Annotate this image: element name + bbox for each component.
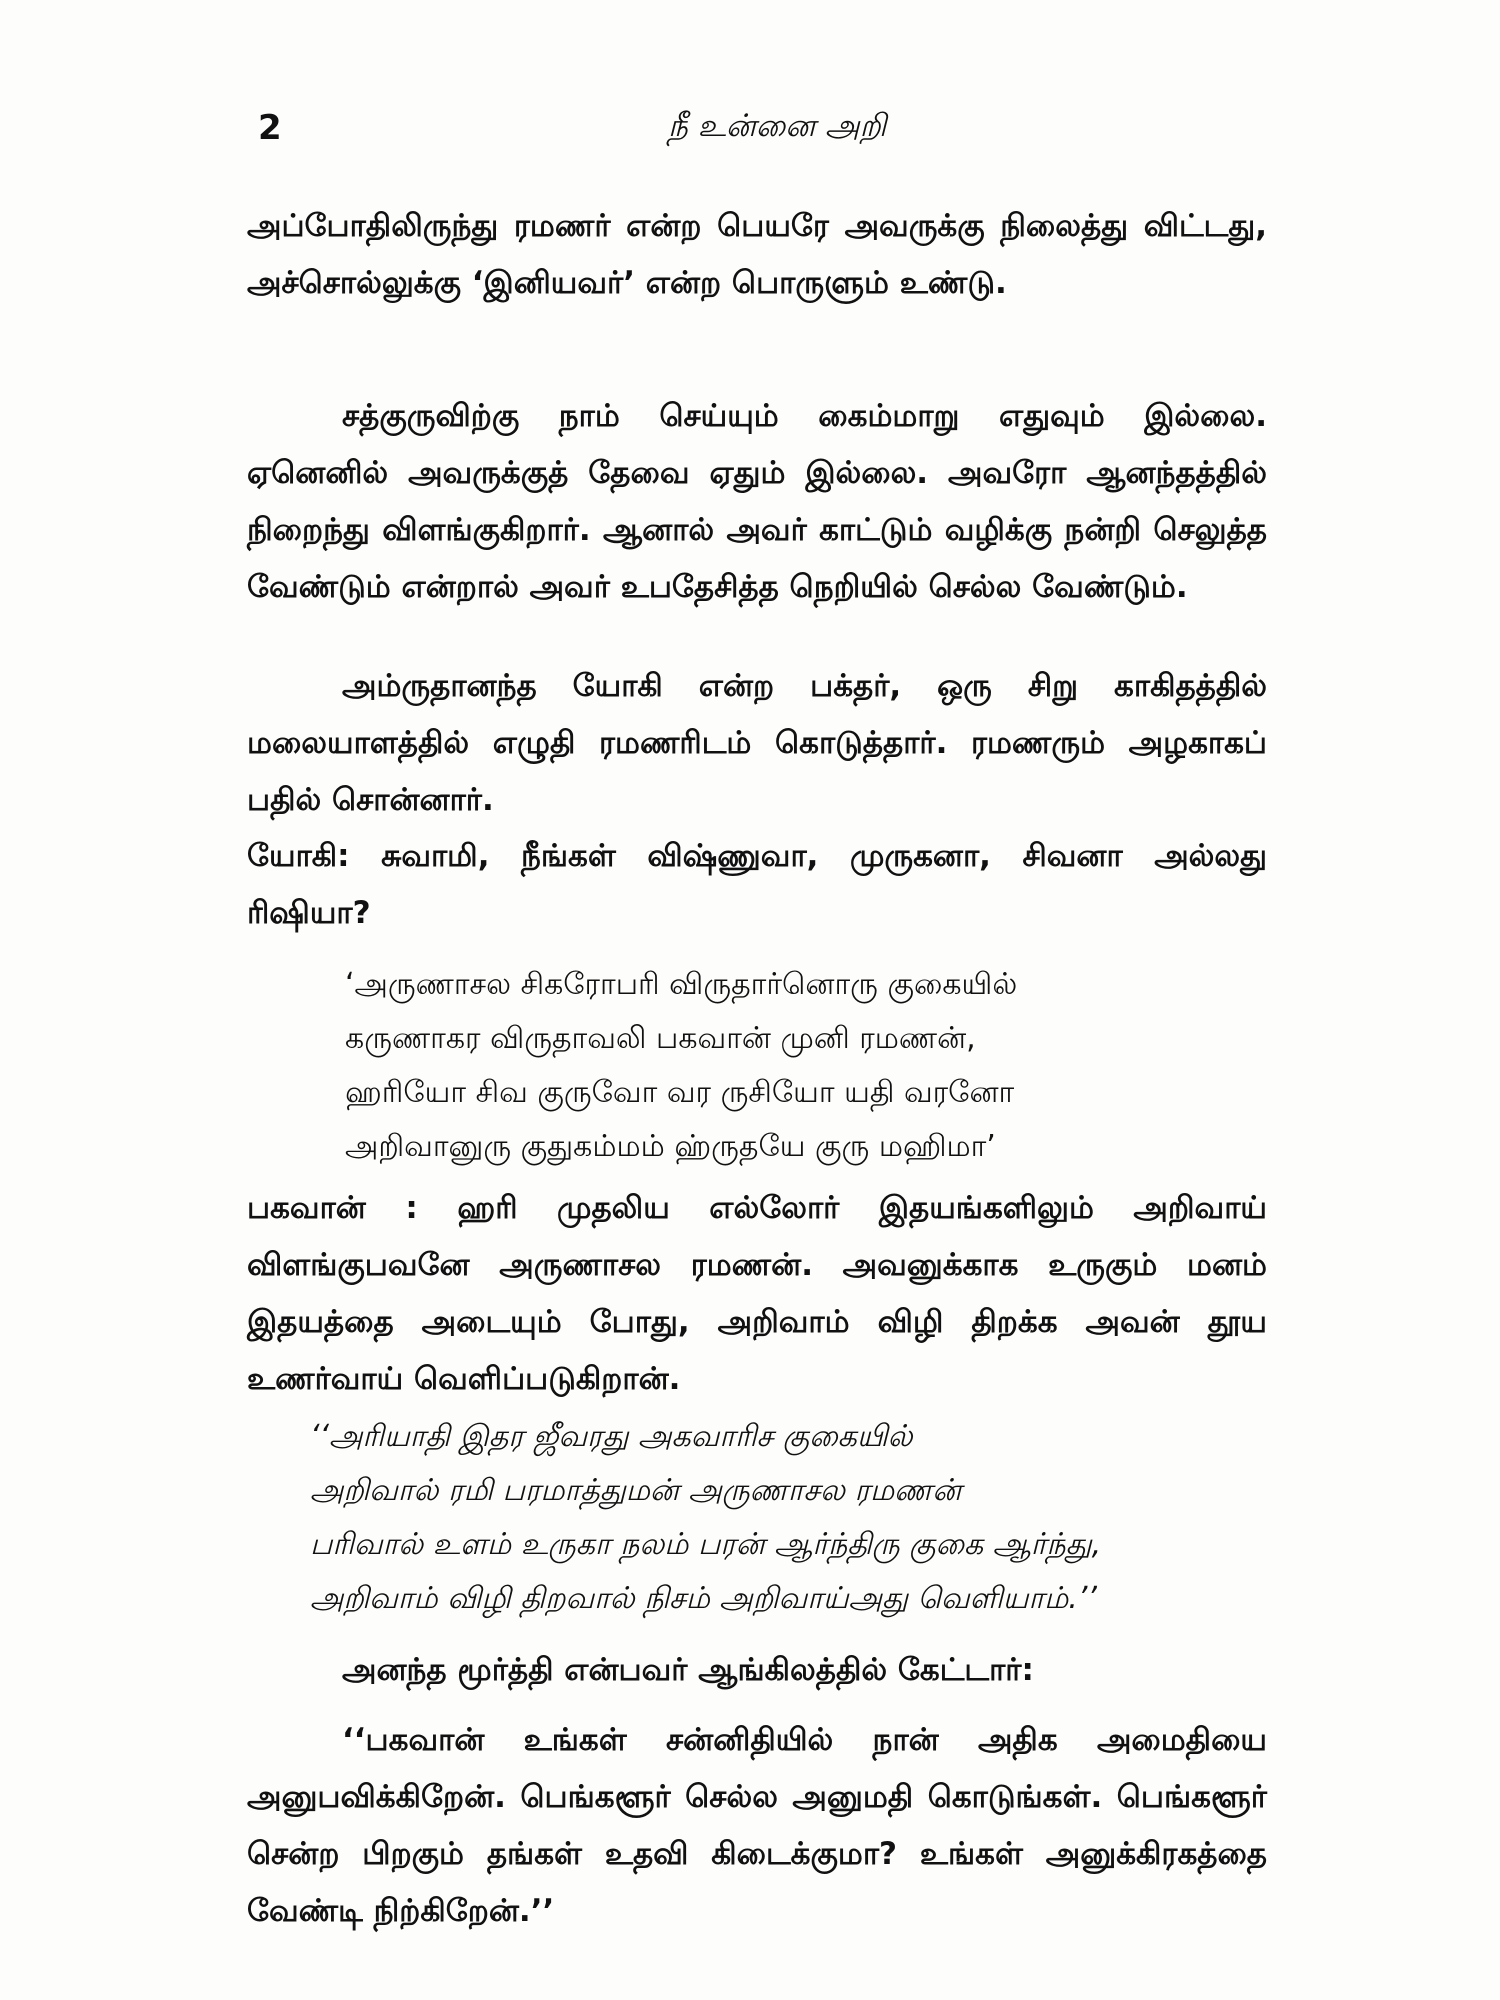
verse-line: ஹரியோ சிவ குருவோ வர ருசியோ யதி வரனோ	[345, 1075, 1015, 1110]
verse-line: அறிவால் ரமி பரமாத்துமன் அருணாசல ரமணன்	[310, 1473, 962, 1508]
paragraph-text: அனந்த மூர்த்தி என்பவர் ஆங்கிலத்தில் கேட்டார்:	[342, 1652, 1034, 1688]
page-number: 2	[258, 108, 282, 148]
paragraph-3	[247, 658, 1267, 829]
paragraph-yogi-question	[247, 828, 1267, 942]
paragraph-text: அம்ருதானந்த யோகி என்ற பக்தர், ஒரு சிறு காகிதத்தில் மலையாளத்தில் எழுதி ரமணரிடம் கொடுத்தார். ரமணரும் அழகாகப் பதில் சொன்னார்.	[247, 668, 1267, 818]
verse-line: கருணாகர விருதாவலி பகவான் முனி ரமணன்,	[345, 1021, 976, 1056]
paragraph-1	[247, 198, 1267, 312]
paragraph-text: யோகி: சுவாமி, நீங்கள் விஷ்ணுவா, முருகனா, சிவனா அல்லது ரிஷியா?	[247, 838, 1267, 931]
paragraph-text: சத்குருவிற்கு நாம் செய்யும் கைம்மாறு எதுவும் இல்லை. ஏனெனில் அவருக்குத் தேவை ஏதும் இல்லை. அவரோ ஆனந்தத்தில் நிறைந்து விளங்குகிறார். ஆனால் அவர் காட்டும் வழிக்கு நன்றி செலுத்த வேண்டும் என்றால் அவர் உபதேசித்த நெறியில் செல்ல வேண்டும்.	[247, 398, 1267, 605]
paragraph-bhagavan-answer	[247, 1180, 1267, 1408]
paragraph-text: அப்போதிலிருந்து ரமணர் என்ற பெயரே அவருக்கு நிலைத்து விட்டது, அச்சொல்லுக்கு ‘இனியவர்’ என்ற பொருளும் உண்டு.	[247, 208, 1267, 301]
verse-line: பரிவால் உளம் உருகா நலம் பரன் ஆர்ந்திரு குகை ஆர்ந்து,	[310, 1527, 1102, 1562]
verse-line: ‘‘அரியாதி இதர ஜீவரது அகவாரிச குகையில்	[310, 1419, 913, 1454]
paragraph-text: ‘‘பகவான் உங்கள் சன்னிதியில் நான் அதிக அமைதியை அனுபவிக்கிறேன். பெங்களூர் செல்ல அனுமதி கொடுங்கள். பெங்களூர் சென்ற பிறகும் தங்கள் உதவி கிடைக்குமா? உங்கள் அனுக்கிரகத்தை வேண்டி நிற்கிறேன்.’’	[247, 1722, 1267, 1929]
paragraph-6	[247, 1642, 1267, 1699]
verse-1	[345, 958, 1017, 1174]
verse-line: அறிவானுரு குதுகம்மம் ஹ்ருதயே குரு மஹிமா’	[345, 1129, 996, 1164]
verse-2	[310, 1410, 1101, 1626]
verse-line: அறிவாம் விழி திறவால் நிசம் அறிவாய்அது வெளியாம்.’’	[310, 1581, 1097, 1616]
verse-line: ‘அருணாசல சிகரோபரி விருதார்னொரு குகையில்	[345, 967, 1018, 1002]
paragraph-text: பகவான் : ஹரி முதலிய எல்லோர் இதயங்களிலும் அறிவாய் விளங்குபவனே அருணாசல ரமணன். அவனுக்காக உருகும் மனம் இதயத்தை அடையும் போது, அறிவாம் விழி திறக்க அவன் தூய உணர்வாய் வெளிப்படுகிறான்.	[247, 1190, 1267, 1397]
page-header	[258, 108, 1248, 158]
paragraph-7	[247, 1712, 1267, 1940]
running-title: நீ உன்னை அறி	[668, 108, 887, 144]
paragraph-2	[247, 388, 1267, 616]
